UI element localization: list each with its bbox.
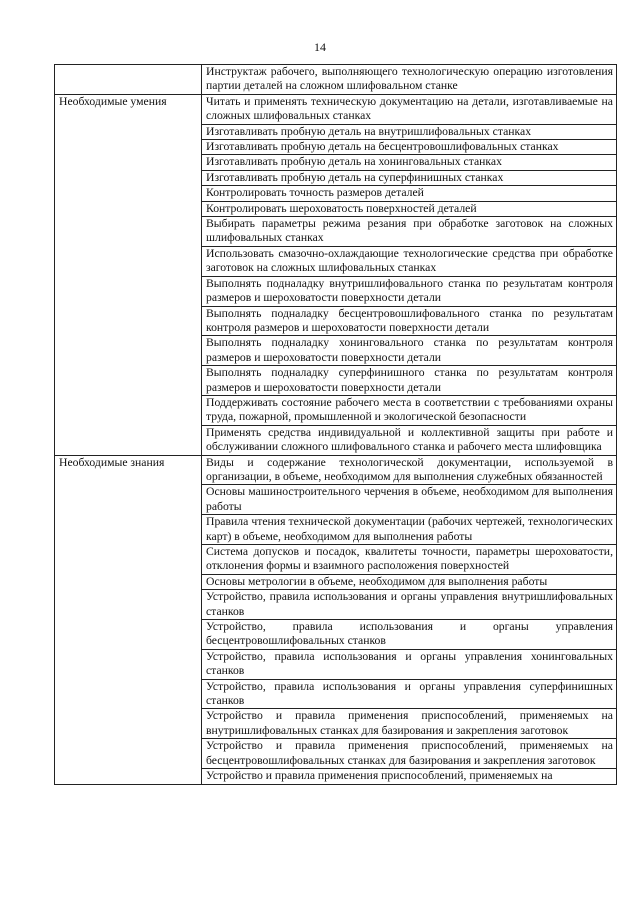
skills-item: Изготавливать пробную деталь на бесцентровошлифовальных станках <box>202 140 617 155</box>
skills-label: Необходимые умения <box>55 94 202 455</box>
knowledge-item: Основы машиностроительного черчения в объеме, необходимом для выполнения работы <box>202 485 617 515</box>
skills-item: Изготавливать пробную деталь на хонинговальных станках <box>202 155 617 170</box>
skills-item: Контролировать точность размеров деталей <box>202 186 617 201</box>
knowledge-item: Устройство, правила использования и органы управления бесцентровошлифовальных станков <box>202 620 617 650</box>
competency-table <box>54 64 617 785</box>
skills-item: Выполнять подналадку внутришлифовального станка по результатам контроля размеров и шероховатости поверхности детали <box>202 276 617 306</box>
knowledge-item: Устройство и правила применения приспособлений, применяемых на <box>202 769 617 784</box>
skills-item: Контролировать шероховатость поверхностей деталей <box>202 201 617 216</box>
knowledge-item: Устройство, правила использования и органы управления хонинговальных станков <box>202 649 617 679</box>
table-row <box>55 94 617 124</box>
table-row <box>55 455 617 485</box>
knowledge-item: Устройство, правила использования и органы управления внутришлифовальных станков <box>202 590 617 620</box>
empty-label-cell <box>55 65 202 95</box>
knowledge-item: Виды и содержание технологической документации, используемой в организации, в объеме, необходимом для выполнения служебных обязанностей <box>202 455 617 485</box>
skills-item: Поддерживать состояние рабочего места в соответствии с требованиями охраны труда, пожарной, промышленной и экологической безопасности <box>202 395 617 425</box>
skills-item: Выполнять подналадку бесцентровошлифовального станка по результатам контроля размеров и шероховатости поверхности детали <box>202 306 617 336</box>
skills-item: Изготавливать пробную деталь на внутришлифовальных станках <box>202 124 617 139</box>
skills-item: Выбирать параметры режима резания при обработке заготовок на сложных шлифовальных станках <box>202 217 617 247</box>
skills-item: Изготавливать пробную деталь на суперфинишных станках <box>202 170 617 185</box>
skills-item: Применять средства индивидуальной и коллективной защиты при работе и обслуживании сложного шлифовального станка и рабочего места шлифовщика <box>202 425 617 455</box>
knowledge-item: Устройство и правила применения приспособлений, применяемых на бесцентровошлифовальных станках для базирования и закрепления заготовок <box>202 739 617 769</box>
knowledge-item: Устройство, правила использования и органы управления суперфинишных станков <box>202 679 617 709</box>
knowledge-item: Система допусков и посадок, квалитеты точности, параметры шероховатости, отклонения формы и взаимного расположения поверхностей <box>202 545 617 575</box>
table-row <box>55 65 617 95</box>
knowledge-item: Правила чтения технической документации (рабочих чертежей, технологических карт) в объеме, необходимом для выполнения работы <box>202 515 617 545</box>
knowledge-item: Устройство и правила применения приспособлений, применяемых на внутришлифовальных станках для базирования и закрепления заготовок <box>202 709 617 739</box>
skills-item: Читать и применять техническую документацию на детали, изготавливаемые на сложных шлифовальных станках <box>202 94 617 124</box>
skills-item: Выполнять подналадку суперфинишного станка по результатам контроля размеров и шероховатости поверхности детали <box>202 366 617 396</box>
knowledge-label: Необходимые знания <box>55 455 202 784</box>
knowledge-item: Основы метрологии в объеме, необходимом для выполнения работы <box>202 574 617 589</box>
page-number: 14 <box>314 40 326 54</box>
skills-item: Выполнять подналадку хонинговального станка по результатам контроля размеров и шероховатости поверхности детали <box>202 336 617 366</box>
intro-cell: Инструктаж рабочего, выполняющего технологическую операцию изготовления партии деталей на сложном шлифовальном станке <box>202 65 617 95</box>
skills-item: Использовать смазочно-охлаждающие технологические средства при обработке заготовок на сложных шлифовальных станках <box>202 246 617 276</box>
